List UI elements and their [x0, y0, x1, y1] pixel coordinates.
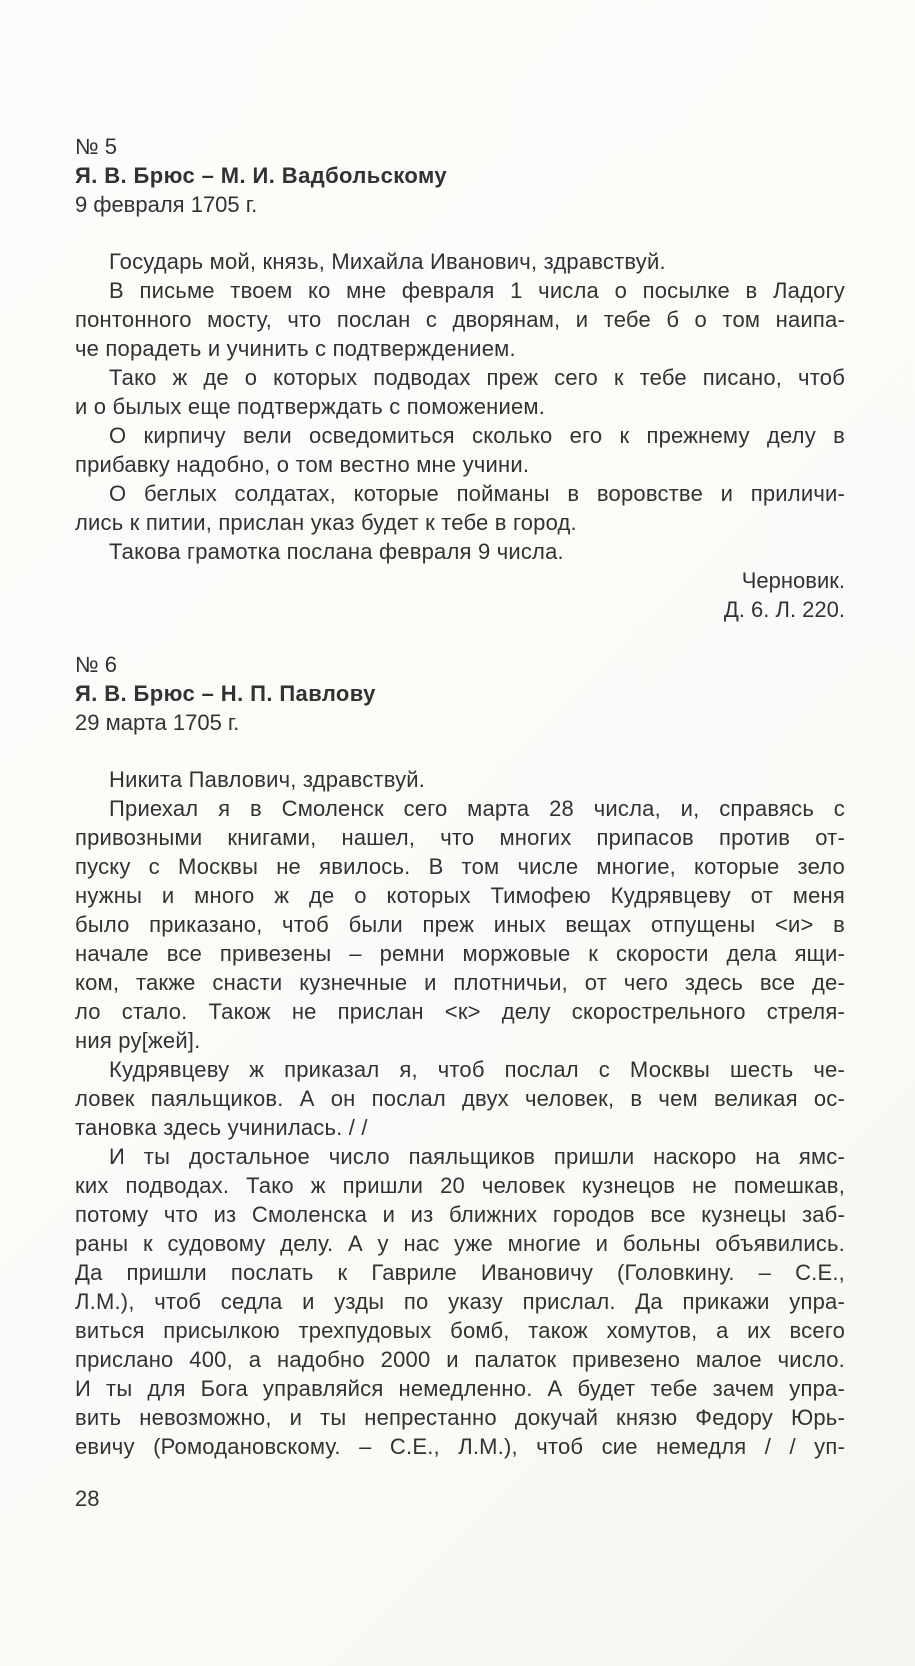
text-line: понтонного мосту, что послан с дворянам, и тебе б о том наипа-	[75, 307, 845, 332]
paragraph	[75, 276, 845, 363]
text-line: тановка здесь учинилась. / /	[75, 1115, 368, 1140]
text-line: ло стало. Також не прислан <к> делу скорострельного стреля-	[75, 999, 845, 1024]
text-line: ния ру[жей].	[75, 1028, 201, 1053]
letter-signature	[75, 566, 845, 624]
text-line: потому что из Смоленска и из ближних городов все кузнецы заб-	[75, 1202, 845, 1227]
text-line: О беглых солдатах, которые пойманы в воровстве и приличи-	[109, 481, 845, 506]
text-line: В письме твоем ко мне февраля 1 числа о посылке в Ладогу	[109, 278, 845, 303]
page-number: 28	[75, 1486, 100, 1511]
letter-number: № 6	[75, 652, 117, 677]
letter-5	[75, 132, 845, 624]
paragraph	[75, 421, 845, 479]
letter-title: Я. В. Брюс – М. И. Вадбольскому	[75, 163, 447, 188]
text-line: вить невозможно, и ты непрестанно докучай князю Федору Юрь-	[75, 1405, 845, 1430]
text-line: че порадеть и учинить с подтверждением.	[75, 336, 516, 361]
text-line: Кудрявцеву ж приказал я, чтоб послал с Москвы шесть че-	[109, 1057, 845, 1082]
letter-number: № 5	[75, 134, 117, 159]
text-line: раны к судовому делу. А у нас уже многие и больны объявились.	[75, 1231, 845, 1256]
text-line: О кирпичу вели осведомиться сколько его к прежнему делу в	[109, 423, 845, 448]
text-line: нужны и много ж де о которых Тимофею Кудрявцеву от меня	[75, 883, 845, 908]
paragraph	[75, 479, 845, 537]
paragraph	[75, 1055, 845, 1142]
text-line: ких подводах. Тако ж пришли 20 человек кузнецов не помешкав,	[75, 1173, 845, 1198]
paragraph	[75, 537, 845, 566]
page-content	[75, 132, 845, 1461]
letter-body	[75, 247, 845, 566]
text-line: Л.М.), чтоб седла и узды по указу прислал. Да прикажи упра-	[75, 1289, 845, 1314]
letter-title: Я. В. Брюс – Н. П. Павлову	[75, 681, 376, 706]
text-line: прислано 400, а надобно 2000 и палаток привезено малое число.	[75, 1347, 845, 1372]
text-line: Тако ж де о которых подводах преж сего к тебе писано, чтоб	[109, 365, 845, 390]
text-line: виться присылкою трехпудовых бомб, також хомутов, а их всего	[75, 1318, 845, 1343]
text-line: Приехал я в Смоленск сего марта 28 числа, и, справясь с	[109, 796, 845, 821]
text-line: ловек паяльщиков. А он послал двух человек, в чем великая ос-	[75, 1086, 845, 1111]
text-line: лись к питии, прислан указ будет к тебе в город.	[75, 510, 577, 535]
text-line: было приказано, чтоб были преж иных вещах отпущены <и> в	[75, 912, 845, 937]
signature-line: Д. 6. Л. 220.	[723, 597, 845, 622]
paragraph	[75, 765, 845, 794]
paragraph	[75, 1142, 845, 1461]
letter-6	[75, 650, 845, 1461]
text-line: И ты для Бога управляйся немедленно. А будет тебе зачем упра-	[75, 1376, 845, 1401]
text-line: Да пришли послать к Гавриле Ивановичу (Головкину. – С.Е.,	[75, 1260, 845, 1285]
paragraph	[75, 247, 845, 276]
text-line: И ты достальное число паяльщиков пришли наскоро на ямс-	[109, 1144, 845, 1169]
text-line: пуску с Москвы не явилось. В том числе многие, которые зело	[75, 854, 845, 879]
text-line: Государь мой, князь, Михайла Иванович, здравствуй.	[109, 249, 666, 274]
text-line: Никита Павлович, здравствуй.	[109, 767, 426, 792]
text-line: и о былых еще подтверждать с поможением.	[75, 394, 546, 419]
signature-line: Черновик.	[741, 568, 845, 593]
paragraph	[75, 794, 845, 1055]
text-line: евичу (Ромодановскому. – С.Е., Л.М.), чтоб сие немедля / / уп-	[75, 1434, 845, 1459]
letter-date: 9 февраля 1705 г.	[75, 192, 258, 217]
text-line: начале все привезены – ремни моржовые к скорости дела ящи-	[75, 941, 845, 966]
letter-body	[75, 765, 845, 1461]
text-line: ком, также снасти кузнечные и плотничьи, от чего здесь все де-	[75, 970, 845, 995]
text-line: Такова грамотка послана февраля 9 числа.	[109, 539, 564, 564]
letter-date: 29 марта 1705 г.	[75, 710, 240, 735]
text-line: привозными книгами, нашел, что многих припасов против от-	[75, 825, 845, 850]
paragraph	[75, 363, 845, 421]
text-line: прибавку надобно, о том вестно мне учини.	[75, 452, 530, 477]
